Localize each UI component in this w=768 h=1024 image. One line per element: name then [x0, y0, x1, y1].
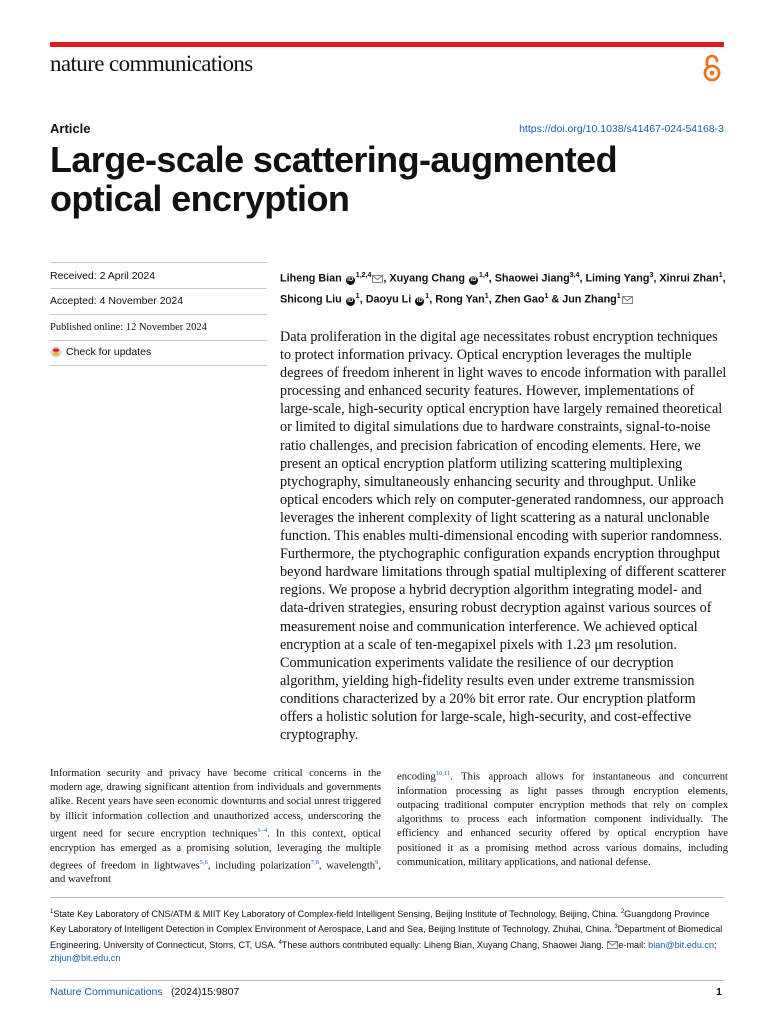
affiliation-text: State Key Laboratory of CNS/ATM & MIIT Key Laboratory of Complex-field Intelligent Sensing, Beijing Institute of Technology, Beijing, China. [53, 909, 621, 920]
author-separator: , [488, 293, 495, 306]
orcid-icon[interactable]: iD [347, 276, 354, 283]
citation-sup[interactable]: 1–4 [257, 826, 268, 834]
affiliation-text: Department of Biomedical Engineering, University of Connecticut, Storrs, CT, USA. [50, 924, 723, 950]
published-date: Published online: 12 November 2024 [50, 322, 207, 333]
citation-sup[interactable]: 7,8 [310, 858, 319, 866]
affiliation-marker: 2 [620, 909, 625, 915]
author-affiliation-marker: 1 [616, 293, 621, 301]
affiliations-footnote [50, 906, 726, 966]
author-separator: , [653, 272, 660, 285]
accepted-date: Accepted: 4 November 2024 [50, 295, 184, 307]
received-date: Received: 2 April 2024 [50, 270, 156, 282]
journal-header-bar [50, 42, 724, 47]
affiliation-marker: 3 [614, 924, 618, 931]
author-separator: , [488, 272, 495, 285]
author-separator: , [359, 293, 366, 306]
author-separator: , [722, 272, 726, 285]
affiliation-text: These authors contributed equally: Liheng Bian, Xuyang Chang, Shaowei Jiang. [281, 939, 607, 950]
author-affiliation-marker: 3 [649, 272, 654, 279]
divider [50, 288, 267, 289]
citation-sup[interactable]: 9 [375, 858, 379, 866]
footnote-divider [50, 897, 724, 898]
email-link[interactable]: bian@bit.edu.cn [648, 939, 715, 950]
author-affiliation-marker: 1 [718, 272, 723, 279]
email-icon[interactable] [622, 296, 633, 304]
citation-text: encoding [397, 771, 436, 783]
body-text-column-left [50, 767, 381, 888]
author-name: Daoyu Li [365, 293, 412, 306]
article-type: Article [50, 121, 91, 136]
email-icon[interactable] [607, 941, 618, 949]
author-affiliation-marker: 1,4 [478, 272, 489, 279]
author-separator: , [579, 272, 586, 285]
check-for-updates-button[interactable] [50, 346, 151, 358]
citation-sup[interactable]: 10,11 [435, 770, 451, 777]
email-label: e-mail: [618, 939, 649, 950]
author-name: Xuyang Chang [389, 272, 465, 285]
author-name: Shicong Liu [280, 293, 342, 306]
open-access-icon [701, 52, 723, 84]
orcid-icon[interactable]: iD [416, 297, 423, 304]
author-affiliation-marker: 1 [425, 293, 430, 301]
citation-text: , and wavefront [50, 860, 381, 886]
divider [50, 314, 267, 315]
author-name: Xinrui Zhan [659, 272, 719, 285]
footer-divider [50, 980, 724, 981]
citation-text: . This approach allows for instantaneous and concurrent information processing as light passes through encryption elements, outpacing traditional computer encryption methods that rely on complex algorithms to process each information component individually. The efficiency and enhanced security offered by optical encryption have positioned it as a promising method across various domains, including communication, military applications, and national defense. [397, 771, 728, 868]
citation-text: . In this context, optical encryption has emerged as a promising solution, leveraging the multiple degrees of freedom in lightwaves [50, 828, 382, 872]
affiliation-marker: 1 [50, 909, 54, 915]
body-text-column-right [397, 767, 728, 870]
divider [50, 365, 267, 366]
author-name: Liming Yang [585, 272, 650, 285]
doi-link[interactable]: https://doi.org/10.1038/s41467-024-54168-3 [519, 123, 724, 135]
citation-text: , including polarization [207, 860, 311, 872]
orcid-icon[interactable]: iD [347, 297, 354, 304]
author-list [280, 267, 730, 309]
email-icon[interactable] [372, 275, 383, 283]
affiliation-marker: 4 [278, 939, 282, 946]
email-link[interactable]: zhjun@bit.edu.cn [50, 953, 121, 964]
author-affiliation-marker: 1 [544, 293, 549, 301]
abstract: Data proliferation in the digital age necessitates robust encryption techniques to protect information privacy. Optical encryption leverages the multiple degrees of freedom inherent in light waves to encode information with parallel processing and enhanced security features. However, implementations of large-scale, high-security optical encryption have largely remained theoretical or limited to digital simulations due to hardware constraints, signal-to-noise ratio challenges, and precision fabrication of encoding elements. Here, we present an optical encryption platform utilizing scattering multiplexing ptychography, simultaneously enhancing security and throughput. Unlike optical encoders which rely on computer-generated randomness, our approach leverages the inherent complexity of light scattering as a natural unclonable function. This enables multi-dimensional encoding with superior randomness. Furthermore, the ptychographic configuration expands encryption throughput beyond hardware limitations through spatial multiplexing of different scatterer regions. We propose a hybrid decryption algorithm integrating model- and data-driven strategies, ensuring robust decryption against various sources of measurement noise and communication interference. We achieved optical encryption at a scale of ten-megapixel pixels with 1.23 μm resolution. Communication experiments validate the resilience of our decryption algorithm, yielding high-fidelity results even under extreme transmission conditions characterized by a 20% bit error rate. Our encryption platform offers a holistic solution for large-scale, high-security, and cost-effective cryptography. [280, 329, 727, 744]
citation-text: Information security and privacy have become critical concerns in the modern age, drawing significant attention from individuals and governments alike. Recent years have seen economic downturns and social unrest triggered by illicit information collection and unauthorized access, underscoring the urgent need for secure encryption techniques [50, 768, 381, 840]
page-number: 1 [716, 986, 722, 998]
author-name: Rong Yan [435, 293, 485, 306]
author-name: Liheng Bian [280, 272, 342, 285]
divider [50, 340, 267, 341]
orcid-icon[interactable]: iD [470, 276, 477, 283]
footer-journal-link[interactable]: Nature Communications [50, 986, 163, 998]
article-title: Large-scale scattering-augmented optical encryption [50, 139, 617, 219]
author-affiliation-marker: 3,4 [569, 272, 580, 279]
author-affiliation-marker: 1 [355, 293, 360, 301]
divider [50, 262, 267, 263]
affiliation-text: Guangdong Province Key Laboratory of Intelligent Detection in Complex Environment of Aerospace, Land and Sea, Beijing Institute of Technology, Zhuhai, China. [50, 909, 710, 935]
check-updates-label: Check for updates [66, 346, 152, 358]
author-affiliation-marker: 1,2,4 [355, 272, 372, 279]
author-separator: & [548, 293, 563, 306]
author-name: Jun Zhang [562, 293, 617, 306]
journal-name: nature communications [50, 51, 253, 76]
author-name: Zhen Gao [494, 293, 545, 306]
email-separator: ; [714, 939, 717, 950]
author-separator: , [383, 272, 390, 285]
citation-sup[interactable]: 5,6 [199, 858, 208, 866]
citation-text: , wavelength [318, 860, 376, 872]
footer-citation: (2024)15:9807 [171, 986, 240, 998]
check-updates-icon [50, 346, 62, 358]
author-name: Shaowei Jiang [494, 272, 570, 285]
author-affiliation-marker: 1 [484, 293, 489, 301]
author-separator: , [429, 293, 436, 306]
